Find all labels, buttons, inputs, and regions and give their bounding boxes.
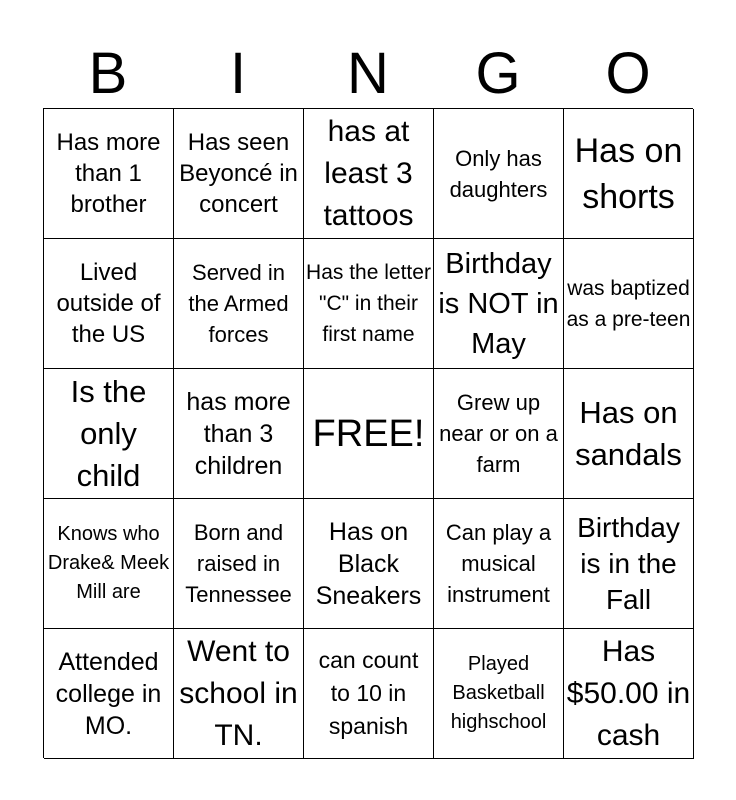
cell-text: Birthday is in the Fall [577,511,680,615]
bingo-cell[interactable] [44,239,174,369]
cell-text: can count to 10 in spanish [318,647,419,739]
bingo-cell[interactable] [304,369,434,499]
cell-text: Went to school in TN. [179,634,298,752]
bingo-cell[interactable] [564,369,694,499]
cell-text: has at least 3 tattoos [323,114,414,232]
bingo-cell[interactable] [304,239,434,369]
cell-text: Has on sandals [575,394,682,472]
bingo-cell[interactable] [44,109,174,239]
cell-text: Has more than 1 brother [56,129,161,218]
cell-text: was baptized as a pre-teen [566,276,691,331]
cell-text: Only has daughters [449,145,548,202]
cell-text: Has $50.00 in cash [566,634,691,752]
bingo-cell[interactable] [174,499,304,629]
bingo-cell[interactable] [434,629,564,759]
bingo-cell[interactable] [304,499,434,629]
cell-text: has more than 3 children [186,387,291,480]
bingo-cell[interactable] [44,499,174,629]
cell-text: Born and raised in Tennessee [185,520,292,607]
bingo-board [43,108,693,758]
bingo-header [43,41,693,106]
bingo-cell[interactable] [564,629,694,759]
cell-text: Is the only child [70,373,147,493]
bingo-cell[interactable] [564,499,694,629]
header-letter-b: B [88,41,128,106]
header-letter-n: N [347,41,389,106]
cell-text: Knows who Drake& Meek Mill are [47,523,170,603]
cell-text: Has the letter "C" in their first name [306,261,431,346]
bingo-cell[interactable] [564,109,694,239]
cell-text: Has on shorts [574,131,683,216]
cell-text: Birthday is NOT in May [438,247,559,360]
bingo-cell[interactable] [304,109,434,239]
header-letter-g: G [475,41,521,106]
bingo-cell[interactable] [174,239,304,369]
cell-text: Has seen Beyoncé in concert [179,129,298,218]
cell-text: Can play a musical instrument [445,520,552,607]
bingo-cell[interactable] [434,499,564,629]
bingo-cell[interactable] [174,109,304,239]
bingo-cell[interactable] [304,629,434,759]
cell-text: Lived outside of the US [56,259,161,348]
cell-text: Has on Black Sneakers [315,517,422,610]
free-space: FREE! [312,412,425,455]
bingo-cell[interactable] [564,239,694,369]
bingo-cell[interactable] [434,369,564,499]
bingo-cell[interactable] [174,369,304,499]
bingo-cell[interactable] [434,239,564,369]
bingo-cell[interactable] [44,369,174,499]
bingo-cell[interactable] [44,629,174,759]
header-letter-i: I [229,41,247,106]
bingo-cell[interactable] [174,629,304,759]
cell-text: Attended college in MO. [55,647,162,740]
cell-text: Served in the Armed forces [188,260,289,347]
cell-text: Played Basketball highschool [450,653,547,733]
cell-text: Grew up near or on a farm [439,390,558,477]
bingo-cell[interactable] [434,109,564,239]
header-letter-o: O [605,41,651,106]
